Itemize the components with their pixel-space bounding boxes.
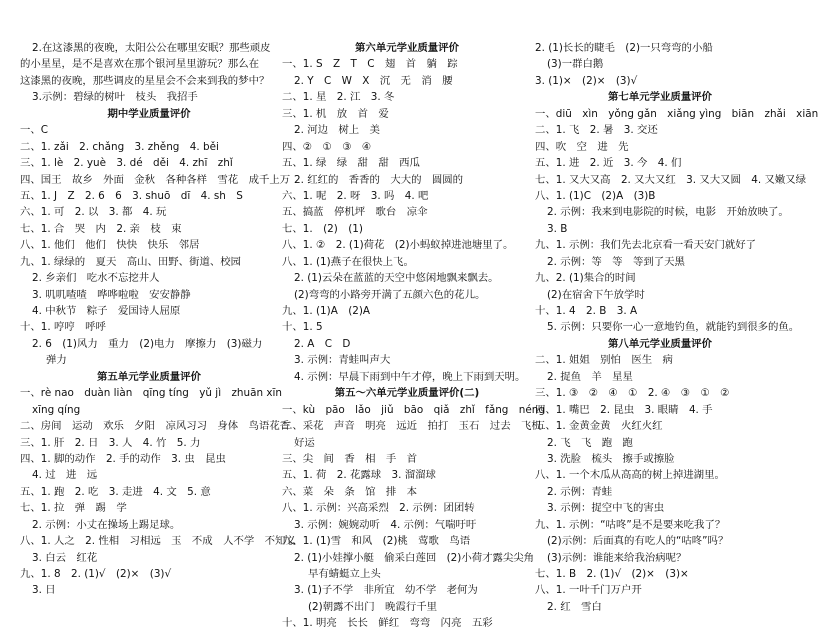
answer-line: 2. (1)长长的睫毛 (2)一只弯弯的小船 <box>535 42 713 54</box>
answer-line: 八、1. 一个木瓜从高高的树上掉进湖里。 <box>535 469 725 482</box>
answer-line: 3. (1)子不学 非所宜 幼不学 老何为 <box>294 584 478 597</box>
answer-line: 三、1. 机 放 首 爱 <box>282 107 389 120</box>
answer-line: 四、国王 故乡 外面 金秋 各种各样 雪花 成千上万 <box>20 173 291 186</box>
answer-line: 九、1. 绿绿的 夏天 高山、田野、街道、校园 <box>20 255 242 268</box>
answer-line: 八、1. 他们 他们 快快 快乐 邻居 <box>20 239 200 252</box>
answer-line: 二、房间 运动 欢乐 夕阳 凉风习习 身体 鸟语花香 <box>20 420 291 433</box>
answer-line: 一、kù pāo lǎo jiǔ bāo qiǎ zhǐ fǎng néng <box>282 403 545 416</box>
answer-line: 4. 中秋节 粽子 爱国诗人屈原 <box>32 305 181 317</box>
answer-line: 3.示例：碧绿的树叶 枝头 我招手 <box>32 91 198 104</box>
answer-line: 3. 白云 红花 <box>32 551 98 564</box>
answer-line: 一、rè nao duàn liàn qīng tíng yǔ jì zhuān xīn <box>20 387 282 400</box>
answer-line: 2. A C D <box>294 337 351 350</box>
answer-line: 2. 示例：青蛙 <box>547 485 613 498</box>
answer-line: 七、1. B 2. (1)√ (2)× (3)× <box>535 568 689 580</box>
answer-line: 早有蜻蜓立上头 <box>308 568 381 580</box>
answer-line: 四、② ① ③ ④ <box>282 140 372 153</box>
answer-column-3 <box>535 40 818 615</box>
answer-line: (2)在宿舍下午放学时 <box>547 288 645 301</box>
answer-line: 二、1. 飞 2. 暑 3. 交还 <box>535 124 658 137</box>
answer-line: 三、1. lè 2. yuè 3. dé děi 4. zhī zhǐ <box>20 157 233 170</box>
answer-line: 2. (1)云朵在蓝蓝的天空中悠闲地飘来飘去。 <box>294 272 499 285</box>
answer-line: 八、1. 人之 2. 性相 习相远 玉 不成 人不学 不知义 <box>20 535 296 548</box>
answer-line: 二、1. 姐姐 别怕 医生 病 <box>535 354 673 367</box>
answer-line: 好运 <box>294 436 315 449</box>
answer-line: 八、1. (1)C (2)A (3)B <box>535 189 656 202</box>
answer-line: xīng qíng <box>32 403 81 416</box>
answer-line: 3. (1)× (2)× (3)√ <box>535 74 638 87</box>
answer-line: 十、1. 5 <box>282 321 323 334</box>
answer-line: 2. (1)小娃撑小艇 偷采白莲回 (2)小荷才露尖尖角 <box>294 551 535 564</box>
answer-line: 2. 飞 飞 跑 跑 <box>547 436 633 449</box>
answer-line: 八、1. ② 2. (1)荷花 (2)小蚂蚁掉进池塘里了。 <box>282 239 514 252</box>
answer-line: 5. 示例：只要你一心一意地钓鱼，就能钓到很多的鱼。 <box>547 321 800 334</box>
section-heading: 期中学业质量评价 <box>107 107 191 120</box>
answer-line: 二、1. zǎi 2. chǎng 3. zhěng 4. běi <box>20 140 219 153</box>
answer-column-2 <box>282 40 545 632</box>
answer-line: 五、1. 进 2. 近 3. 今 4. 们 <box>535 157 682 170</box>
answer-line: 一、diū xìn yǒng gǎn xiǎng yìng biān zhǎi xiān <box>535 107 818 120</box>
answer-line: 四、吹 空 进 先 <box>535 140 629 153</box>
answer-line: 2. 河边 树上 美 <box>294 124 380 137</box>
answer-line: 九、1. (1)雪 和风 (2)桃 莺歌 鸟语 <box>282 535 471 548</box>
answer-line: 3. 日 <box>32 584 56 597</box>
section-heading: 第五单元学业质量评价 <box>97 370 201 383</box>
answer-line: 八、1. 示例：兴高采烈 2. 示例：团团转 <box>282 502 475 515</box>
answer-line: 三、1. 肝 2. 日 3. 人 4. 竹 5. 力 <box>20 436 201 449</box>
answer-line: 4. 过 进 远 <box>32 469 98 482</box>
answer-line: (3)一群白鹅 <box>547 58 604 71</box>
answer-line: 七、1. (2) (1) <box>282 222 363 235</box>
answer-line: 2. 红红的 香香的 大大的 圆圆的 <box>294 173 464 186</box>
answer-line: 3. B <box>547 222 568 235</box>
answer-line: 2. 示例：我来到电影院的时候，电影 开始放映了。 <box>547 206 789 219</box>
answer-line: (2)朝露不出门 晚霞行千里 <box>308 600 438 613</box>
answer-line: 4. 示例：早晨下雨到中午才停，晚上下雨到天明。 <box>294 370 526 383</box>
answer-line: 2. 示例：小丈在操场上踢足球。 <box>32 518 181 531</box>
answer-line: 九、2. (1)集合的时间 <box>535 272 636 285</box>
answer-line: 九、1. 8 2. (1)√ (2)× (3)√ <box>20 568 172 580</box>
answer-line: 十、1. 4 2. B 3. A <box>535 305 638 317</box>
answer-line: 五、1. 金黄金黄 火红火红 <box>535 420 663 433</box>
answer-line: 3. 示例：青蛙叫声大 <box>294 354 391 367</box>
answer-line: 五、1. 荷 2. 花露球 3. 溜溜球 <box>282 469 436 482</box>
answer-line: 八、1. 一叶千门万户开 <box>535 584 642 597</box>
answer-line: 一、1. S Z T C 翅 首 躺 踪 <box>282 58 458 71</box>
section-heading: 第五～六单元学业质量评价(二) <box>334 387 480 400</box>
answer-line: 一、C <box>20 124 49 137</box>
answer-line: 六、1. 呢 2. 呀 3. 吗 4. 吧 <box>282 189 429 202</box>
answer-line: 四、1. 嘴巴 2. 昆虫 3. 眼睛 4. 手 <box>535 403 713 416</box>
answer-line: 五、1. 绿 绿 甜 甜 西瓜 <box>282 157 420 170</box>
answer-line: 2.在这漆黑的夜晚，太阳公公在哪里安眠？那些顽皮 <box>32 42 271 54</box>
answer-line: 五、搞蓝 停机坪 歌台 凉伞 <box>282 206 428 219</box>
answer-line: (2)示例：后面真的有吃人的“咕咚”吗？ <box>547 535 729 548</box>
answer-line: 的小星星，是不是喜欢在那个银河星里游玩？那么在 <box>20 58 259 71</box>
answer-line: 这漆黑的夜晚，那些调皮的星星会不会来到我的梦中？ <box>20 74 270 87</box>
answer-line: 九、1. 示例：“咕咚”是不是要来吃我了？ <box>535 518 726 531</box>
answer-line: 八、1. (1)燕子在很快上飞。 <box>282 255 414 268</box>
section-heading: 第七单元学业质量评价 <box>608 91 712 104</box>
answer-line: 七、1. 拉 弹 踢 学 <box>20 502 127 515</box>
answer-column-1 <box>20 40 296 599</box>
answer-line: (2)弯弯的小路旁开满了五颜六色的花儿。 <box>294 288 486 301</box>
section-heading: 第八单元学业质量评价 <box>608 337 712 350</box>
answer-line: 六、菜 朵 条 馆 排 本 <box>282 485 418 498</box>
answer-line: 六、1. 可 2. 以 3. 都 4. 玩 <box>20 206 167 219</box>
answer-line: 2. 捉鱼 羊 星星 <box>547 370 633 383</box>
answer-line: 2. 6 (1)风力 重力 (2)电力 摩擦力 (3)磁力 <box>32 337 263 350</box>
answer-line: 三、尖 间 香 相 手 首 <box>282 452 418 465</box>
answer-line: 十、1. 哼哼 呼呼 <box>20 321 106 334</box>
answer-line: (3)示例：谁能来给我治病呢？ <box>547 551 687 564</box>
answer-line: 3. 叽叽喳喳 哗哗啦啦 安安静静 <box>32 288 191 301</box>
answer-line: 三、1. ③ ② ④ ① 2. ④ ③ ① ② <box>535 387 730 400</box>
answer-line: 2. 示例：等 等 等到了天黑 <box>547 255 685 268</box>
answer-line: 十、1. 明亮 长长 鲜红 弯弯 闪亮 五彩 <box>282 617 493 630</box>
section-heading: 第六单元学业质量评价 <box>355 42 459 54</box>
answer-line: 五、1. 跑 2. 吃 3. 走进 4. 文 5. 意 <box>20 485 211 498</box>
answer-line: 七、1. 合 哭 内 2. 亲 枝 束 <box>20 222 182 235</box>
answer-line: 七、1. 又大又高 2. 又大又红 3. 又大又圆 4. 又嫩又绿 <box>535 173 807 186</box>
answer-line: 九、1. (1)A (2)A <box>282 305 371 317</box>
answer-line: 2. 红 雪白 <box>547 600 602 613</box>
answer-line: 二、采花 声音 明亮 远近 拍打 玉石 过去 飞机 <box>282 420 542 433</box>
answer-line: 3. 示例：婉婉动听 4. 示例：气喘吁吁 <box>294 518 477 531</box>
answer-line: 2. 乡亲们 吃水不忘挖井人 <box>32 272 160 285</box>
answer-line: 2. Y C W X 沉 无 消 腰 <box>294 74 453 87</box>
answer-line: 五、1. J Z 2. 6 6 3. shuō dī 4. sh S <box>20 189 243 202</box>
answer-line: 3. 示例：捉空中飞的害虫 <box>547 502 665 515</box>
answer-line: 二、1. 星 2. 江 3. 冬 <box>282 91 395 104</box>
answer-line: 3. 洗脸 梳头 擦手或擦脸 <box>547 452 675 465</box>
answer-line: 弹力 <box>46 354 67 367</box>
answer-line: 九、1. 示例：我们先去北京看一看天安门就好了 <box>535 239 757 252</box>
answer-line: 四、1. 脚的动作 2. 手的动作 3. 虫 昆虫 <box>20 452 226 465</box>
